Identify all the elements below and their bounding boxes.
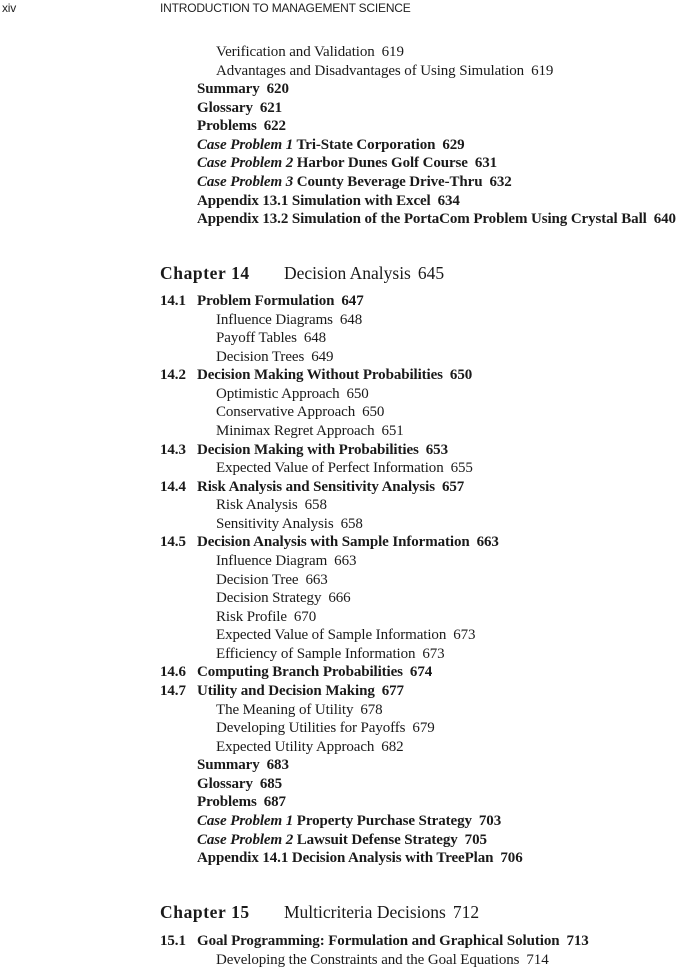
entry-title: Computing Branch Probabilities bbox=[197, 664, 403, 681]
entry-title: Decision Trees bbox=[216, 348, 305, 365]
entry-page: 658 bbox=[340, 515, 363, 532]
entry-page: 647 bbox=[341, 293, 364, 309]
toc-entry bbox=[197, 117, 286, 135]
entry-page: 649 bbox=[311, 348, 334, 365]
entry-title: Payoff Tables bbox=[216, 330, 297, 347]
page-number: xiv bbox=[2, 1, 17, 15]
entry-page: 648 bbox=[339, 311, 363, 328]
entry-title: Appendix 13.1 Simulation with Excel bbox=[197, 192, 431, 209]
entry-title: Influence Diagrams bbox=[216, 311, 333, 328]
entry-title: Decision Strategy bbox=[216, 590, 322, 607]
entry-title: Appendix 13.2 Simulation of the PortaCom Problem Using Crystal Ball bbox=[197, 211, 647, 228]
case-problem-label: Case Problem 3 bbox=[197, 173, 294, 190]
toc-entry bbox=[197, 812, 501, 830]
entry-title: Sensitivity Analysis bbox=[216, 515, 334, 532]
entry-page: 673 bbox=[453, 627, 476, 644]
entry-page: 619 bbox=[381, 44, 404, 60]
toc-entry bbox=[216, 459, 473, 477]
toc-entry bbox=[216, 951, 549, 969]
entry-title: Risk Profile bbox=[216, 608, 287, 625]
toc-entry bbox=[216, 311, 362, 329]
entry-title: Lawsuit Defense Strategy bbox=[296, 831, 458, 848]
running-title: INTRODUCTION TO MANAGEMENT SCIENCE bbox=[160, 1, 411, 15]
entry-title: Optimistic Approach bbox=[216, 385, 340, 402]
entry-page: 619 bbox=[531, 62, 554, 79]
entry-page: 650 bbox=[362, 404, 385, 421]
entry-title: Problems bbox=[197, 794, 257, 811]
entry-title: County Beverage Drive-Thru bbox=[296, 173, 483, 190]
case-problem-label: Case Problem 1 bbox=[197, 136, 294, 153]
entry-title: Influence Diagram bbox=[216, 552, 328, 569]
chapter-heading bbox=[160, 902, 479, 922]
toc-entry bbox=[160, 366, 472, 384]
entry-title: Decision Analysis with Sample Information bbox=[197, 534, 470, 551]
entry-title: Tri-State Corporation bbox=[296, 136, 436, 153]
toc-entry bbox=[160, 682, 404, 700]
toc-entry bbox=[216, 608, 316, 626]
entry-page: 679 bbox=[412, 720, 435, 737]
entry-title: The Meaning of Utility bbox=[216, 701, 354, 718]
entry-title: Developing Utilities for Payoffs bbox=[216, 720, 406, 737]
entry-page: 673 bbox=[422, 645, 445, 662]
entry-page: 714 bbox=[526, 951, 549, 968]
entry-page: 683 bbox=[266, 757, 289, 774]
toc-entry bbox=[216, 329, 326, 347]
entry-page: 666 bbox=[328, 590, 351, 607]
case-problem-label: Case Problem 1 bbox=[197, 812, 294, 829]
entry-title: Expected Value of Sample Information bbox=[216, 627, 447, 644]
section-number: 14.5 bbox=[160, 534, 186, 551]
entry-title: Utility and Decision Making bbox=[197, 682, 375, 699]
entry-title: Verification and Validation bbox=[216, 44, 375, 60]
entry-page: 620 bbox=[266, 81, 289, 98]
toc-entry bbox=[160, 663, 432, 681]
toc-entry bbox=[216, 348, 333, 366]
entry-page: 653 bbox=[425, 441, 448, 458]
entry-page: 685 bbox=[259, 775, 283, 792]
entry-page: 622 bbox=[263, 118, 286, 135]
entry-title: Conservative Approach bbox=[216, 404, 356, 421]
toc-entry bbox=[197, 775, 282, 793]
toc-entry bbox=[197, 80, 289, 98]
case-problem-label: Case Problem 2 bbox=[197, 155, 294, 172]
section-number: 14.7 bbox=[160, 682, 186, 699]
toc-entry bbox=[216, 403, 384, 421]
entry-page: 657 bbox=[441, 478, 465, 495]
toc-entry bbox=[197, 831, 487, 849]
section-number: 14.4 bbox=[160, 478, 186, 495]
entry-title: Goal Programming: Formulation and Graphical Solution bbox=[197, 933, 560, 949]
toc-entry bbox=[160, 533, 499, 551]
toc-entry bbox=[197, 154, 497, 172]
toc-entry bbox=[197, 210, 676, 228]
entry-page: 713 bbox=[566, 933, 589, 949]
entry-title: Problems bbox=[197, 118, 257, 135]
toc-entry bbox=[216, 43, 404, 61]
entry-page: 687 bbox=[263, 794, 286, 811]
entry-page: 658 bbox=[304, 497, 327, 514]
entry-title: Decision Tree bbox=[216, 571, 299, 588]
toc-entry bbox=[216, 645, 445, 663]
chapter-title: Multicriteria Decisions bbox=[284, 902, 446, 922]
entry-title: Expected Utility Approach bbox=[216, 738, 375, 755]
entry-page: 670 bbox=[293, 608, 317, 625]
toc-entry bbox=[160, 292, 364, 310]
entry-page: 651 bbox=[381, 422, 404, 439]
entry-page: 634 bbox=[437, 192, 460, 209]
toc-entry bbox=[216, 626, 475, 644]
entry-title: Efficiency of Sample Information bbox=[216, 645, 416, 662]
chapter-label: Chapter 15 bbox=[160, 902, 250, 922]
entry-title: Decision Making Without Probabilities bbox=[197, 367, 443, 384]
entry-page: 629 bbox=[442, 136, 465, 153]
entry-title: Developing the Constraints and the Goal Equations bbox=[216, 951, 520, 968]
entry-page: 677 bbox=[381, 682, 404, 699]
toc-entry bbox=[216, 385, 369, 403]
entry-title: Advantages and Disadvantages of Using Simulation bbox=[216, 62, 525, 79]
entry-title: Glossary bbox=[197, 775, 253, 792]
toc-entry bbox=[216, 552, 356, 570]
toc-entry bbox=[216, 515, 363, 533]
toc-entry bbox=[216, 62, 553, 80]
entry-title: Minimax Regret Approach bbox=[216, 422, 375, 439]
entry-page: 621 bbox=[259, 99, 283, 116]
entry-page: 682 bbox=[381, 738, 404, 755]
toc-entry bbox=[197, 173, 512, 191]
chapter-heading bbox=[160, 263, 444, 283]
entry-page: 650 bbox=[346, 385, 369, 402]
toc-entry bbox=[160, 441, 448, 459]
toc-entry bbox=[197, 192, 460, 210]
entry-title: Decision Making with Probabilities bbox=[197, 441, 419, 458]
entry-title: Problem Formulation bbox=[197, 293, 335, 309]
entry-title: Summary bbox=[197, 81, 260, 98]
toc-entry bbox=[197, 849, 523, 867]
toc-entry bbox=[216, 719, 435, 737]
entry-page: 648 bbox=[303, 330, 327, 347]
entry-page: 703 bbox=[478, 812, 502, 829]
section-number: 14.1 bbox=[160, 293, 186, 309]
toc-entry bbox=[216, 422, 404, 440]
entry-title: Risk Analysis and Sensitivity Analysis bbox=[197, 478, 435, 495]
chapter-label: Chapter 14 bbox=[160, 263, 250, 283]
toc-entry bbox=[216, 738, 404, 756]
chapter-title: Decision Analysis bbox=[284, 263, 411, 283]
toc-entry bbox=[160, 478, 464, 496]
entry-page: 705 bbox=[464, 831, 487, 848]
case-problem-label: Case Problem 2 bbox=[197, 831, 294, 848]
entry-page: 655 bbox=[450, 460, 473, 477]
entry-page: 663 bbox=[334, 552, 357, 569]
section-number: 15.1 bbox=[160, 933, 186, 949]
toc-entry bbox=[197, 136, 465, 154]
toc-entry bbox=[197, 99, 282, 117]
entry-page: 663 bbox=[476, 534, 499, 551]
entry-page: 663 bbox=[305, 571, 328, 588]
section-number: 14.6 bbox=[160, 664, 186, 681]
entry-page: 674 bbox=[409, 664, 433, 681]
toc-entry bbox=[216, 589, 351, 607]
chapter-page: 645 bbox=[417, 263, 445, 283]
entry-title: Glossary bbox=[197, 99, 253, 116]
toc-entry bbox=[216, 571, 328, 589]
entry-title: Property Purchase Strategy bbox=[296, 812, 472, 829]
toc-entry bbox=[160, 932, 589, 950]
entry-page: 640 bbox=[653, 211, 676, 228]
toc-entry bbox=[216, 496, 327, 514]
entry-title: Summary bbox=[197, 757, 260, 774]
entry-title: Harbor Dunes Golf Course bbox=[296, 155, 468, 172]
entry-title: Expected Value of Perfect Information bbox=[216, 460, 444, 477]
entry-page: 650 bbox=[449, 367, 473, 384]
entry-page: 706 bbox=[500, 850, 523, 867]
entry-title: Appendix 14.1 Decision Analysis with TreePlan bbox=[197, 850, 494, 867]
toc-entry bbox=[216, 701, 383, 719]
chapter-page: 712 bbox=[452, 902, 480, 922]
entry-page: 631 bbox=[474, 155, 498, 172]
toc-entry bbox=[197, 756, 289, 774]
section-number: 14.3 bbox=[160, 441, 186, 458]
entry-page: 632 bbox=[489, 173, 512, 190]
toc-entry bbox=[197, 793, 286, 811]
section-number: 14.2 bbox=[160, 367, 186, 384]
entry-title: Risk Analysis bbox=[216, 497, 298, 514]
entry-page: 678 bbox=[360, 701, 383, 718]
